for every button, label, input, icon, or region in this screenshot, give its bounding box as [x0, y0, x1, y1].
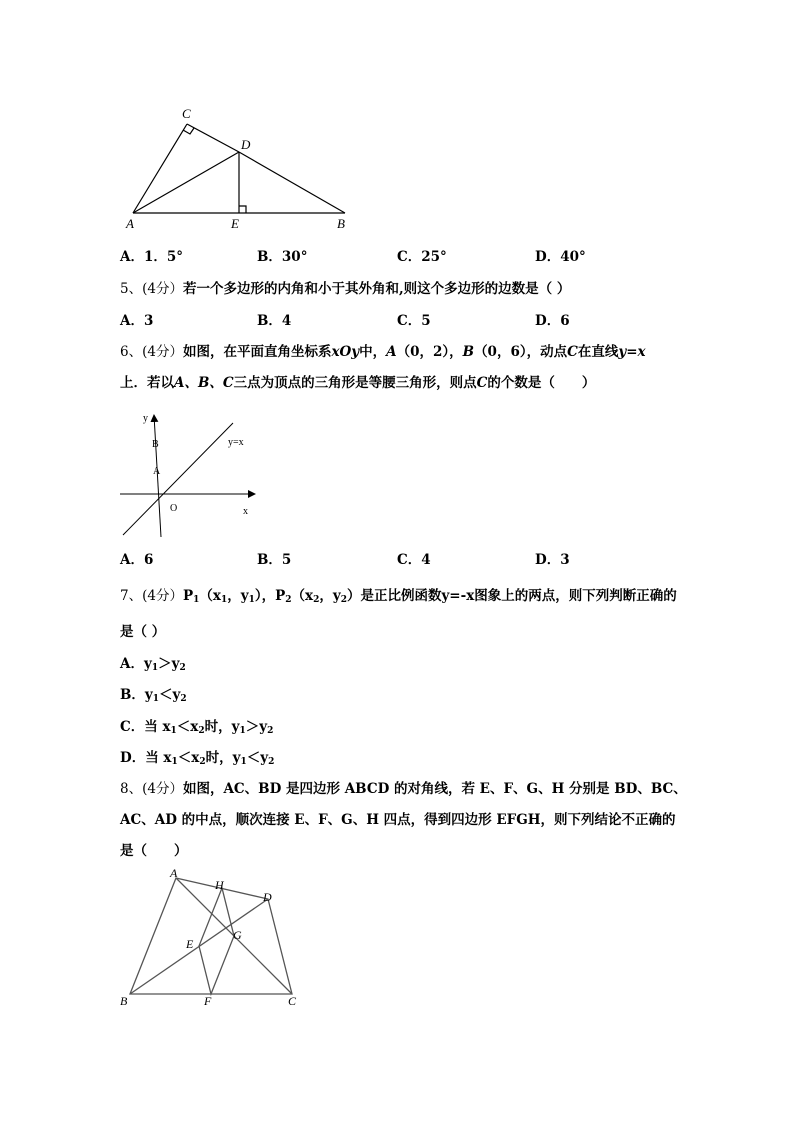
q7-p1-coord-c: ），: [254, 588, 276, 604]
q8-question-line1: [120, 780, 687, 798]
label-d: D: [263, 890, 272, 904]
q7-p2-coord-sub2: 2: [340, 595, 347, 605]
q7-opt-d-s2: 2: [268, 757, 275, 767]
segment-ac: [133, 124, 187, 213]
q8-question-line3: [120, 842, 188, 860]
q6-text-pointb: B: [462, 344, 475, 360]
q7-opt-c-mid: 时，: [204, 719, 232, 735]
label-x-axis: x: [243, 506, 248, 517]
q6-text-pointa: A: [386, 344, 397, 360]
q7-text-eq: y=-x: [441, 588, 475, 604]
q7-opt-c-v2: y: [259, 719, 268, 735]
segment-ad: [133, 152, 239, 213]
label-g: G: [233, 928, 242, 942]
q7-option-b[interactable]: [120, 686, 187, 704]
label-line-eq: y=x: [228, 437, 244, 448]
q7-opt-d-c2: x: [191, 750, 200, 766]
q5-option-b[interactable]: B．4: [257, 313, 292, 329]
q6-text-pointc: C: [567, 344, 578, 360]
q7-opt-b-label: B．: [120, 687, 145, 703]
q7-opt-c-crel: ＜: [176, 719, 191, 735]
q4-option-d[interactable]: D．40°: [535, 249, 586, 265]
q4-option-b[interactable]: B．30°: [257, 249, 308, 265]
q4-option-c[interactable]: C．25°: [397, 249, 447, 265]
label-h: H: [215, 878, 224, 892]
q8-prefix: 8、(4分）: [120, 781, 183, 797]
q8-line1: 如图，AC、BD 是四边形 ABCD 的对角线，若 E、F、G、H 分别是 BD、BC、: [182, 781, 687, 797]
q6-option-b[interactable]: B．5: [257, 552, 292, 568]
q6-question-line1: [120, 343, 646, 361]
label-b: B: [120, 994, 128, 1008]
q7-opt-d-v2: y: [260, 750, 269, 766]
q5-prefix: 5、(4分）: [120, 281, 183, 297]
q6-option-d[interactable]: D．3: [535, 552, 570, 568]
q7-p1-coord-b: ，y: [227, 588, 249, 604]
q5-option-a[interactable]: A．3: [120, 313, 154, 329]
q7-text-a: 是正比例函数: [360, 588, 442, 604]
q7-opt-c-s2: 2: [267, 726, 274, 736]
q6-text-xoy: xOy: [331, 344, 360, 360]
q7-p2-coord-a: （x: [291, 588, 314, 604]
label-e: E: [186, 937, 194, 951]
q8-question-line2: [120, 811, 676, 829]
figure-quadrilateral-abcd: [115, 865, 310, 1015]
q7-option-d[interactable]: [120, 749, 274, 767]
q7-opt-a-s1: 1: [151, 663, 159, 673]
q7-p2: P: [275, 588, 286, 604]
q7-opt-c-c1: x: [162, 719, 171, 735]
q7-opt-b-s1: 1: [152, 694, 160, 704]
right-angle-mark-e: [239, 206, 246, 213]
q7-opt-a-rel: ＞: [158, 656, 172, 672]
q8-line2: AC、AD 的中点，顺次连接 E、F、G、H 四点，得到四边形 EFGH，则下列结论不正确的: [120, 812, 676, 828]
q6-line2-b: 三点为顶点的三角形是等腰三角形，则点: [233, 375, 477, 391]
q7-opt-a-v2: y: [171, 656, 180, 672]
q7-opt-d-v1: y: [232, 750, 241, 766]
q7-opt-d-cs1: 1: [171, 757, 178, 767]
q7-option-c[interactable]: [120, 718, 273, 736]
q7-opt-a-s2: 2: [179, 663, 186, 673]
q7-opt-c-cs2: 2: [198, 726, 205, 736]
q6-question-line2: [120, 374, 595, 392]
q7-p2-coord-c: ）: [346, 588, 361, 604]
q7-opt-d-cs2: 2: [199, 757, 206, 767]
q7-opt-b-rel: ＜: [159, 687, 173, 703]
q7-p2-sub: 2: [285, 595, 292, 605]
q7-opt-a-label: A．: [120, 656, 144, 672]
q5-question: [120, 280, 570, 298]
q7-option-a[interactable]: [120, 655, 186, 673]
q7-opt-b-v2: y: [172, 687, 181, 703]
label-e: E: [231, 216, 239, 231]
label-a: A: [170, 866, 178, 880]
q6-line2-a: 上．若以: [120, 375, 174, 391]
q7-p1-coord-sub2: 1: [248, 595, 255, 605]
q5-option-c[interactable]: C．5: [397, 313, 431, 329]
q6-line2-abc: A、B、C: [174, 375, 234, 391]
segment-cd: [187, 124, 239, 152]
q7-opt-c-rel: ＞: [245, 719, 260, 735]
q7-prefix: 7、(4分）: [120, 588, 183, 604]
q7-p1: P: [182, 588, 194, 604]
quadrilateral-efgh: [199, 888, 234, 994]
q7-opt-a-v1: y: [143, 656, 152, 672]
q7-opt-d-rel: ＜: [246, 750, 261, 766]
label-a: A: [126, 216, 134, 231]
q7-line2: 是（ ）: [120, 624, 166, 640]
q7-opt-d-c1: x: [163, 750, 172, 766]
q6-text-b: 中，: [359, 344, 387, 360]
q5-text: 若一个多边形的内角和小于其外角和,则这个多边形的边数是（ ）: [182, 281, 571, 297]
q6-line2-c: 的个数是（ ）: [487, 375, 596, 391]
q7-opt-d-crel: ＜: [177, 750, 192, 766]
q7-opt-c-pre: 当: [144, 719, 163, 735]
line-y-equals-x: [123, 423, 233, 535]
q7-p1-coord-a: （x: [199, 588, 221, 604]
q7-text-b: 图象上的两点，则下列判断正确的: [474, 588, 677, 604]
q5-options: [120, 312, 680, 330]
q7-opt-c-s1: 1: [239, 726, 246, 736]
label-origin: O: [170, 503, 178, 514]
q7-opt-b-v1: y: [144, 687, 153, 703]
q4-option-a[interactable]: A．1．5°: [120, 249, 184, 265]
q7-opt-c-c2: x: [190, 719, 199, 735]
q7-opt-c-cs1: 1: [170, 726, 177, 736]
q7-p2-coord-sub1: 2: [313, 595, 320, 605]
q6-option-a[interactable]: A．6: [120, 552, 154, 568]
q4-options: [120, 248, 680, 266]
q6-prefix: 6、(4分）: [120, 344, 183, 360]
q7-opt-d-s1: 1: [240, 757, 247, 767]
q7-question-line2: [120, 623, 165, 641]
q7-opt-d-label: D．: [120, 750, 146, 766]
q7-p1-coord-sub1: 1: [220, 595, 228, 605]
q8-line3: 是（ ）: [120, 843, 188, 859]
q7-opt-c-v1: y: [231, 719, 240, 735]
q7-question-line1: [120, 587, 677, 605]
q5-option-d[interactable]: D．6: [535, 313, 570, 329]
label-d: D: [241, 137, 251, 152]
q7-opt-b-s2: 2: [180, 694, 187, 704]
label-f: F: [204, 994, 212, 1008]
label-point-b: B: [152, 439, 159, 450]
q6-text-a: 如图，在平面直角坐标系: [182, 344, 332, 360]
q7-p1-sub: 1: [193, 595, 200, 605]
label-y-axis: y: [143, 413, 148, 424]
q6-text-equation: y=x: [618, 344, 646, 360]
label-b: B: [337, 216, 345, 231]
figure-triangle-abc: [118, 100, 358, 235]
figure-coordinate-plane: [115, 405, 265, 540]
q7-p2-coord-b: ，y: [319, 588, 341, 604]
label-c: C: [182, 106, 191, 121]
q7-opt-d-mid: 时，: [205, 750, 233, 766]
segment-db: [239, 152, 345, 213]
q7-opt-c-label: C．: [120, 719, 145, 735]
q6-line2-pointc: C: [476, 375, 488, 391]
q6-options: [120, 551, 680, 569]
q6-text-d: （0，6），动点: [474, 344, 568, 360]
q7-opt-d-pre: 当: [145, 750, 164, 766]
label-c: C: [288, 994, 297, 1008]
label-point-a: A: [153, 466, 161, 477]
q6-text-c: （0，2），: [396, 344, 463, 360]
q6-option-c[interactable]: C．4: [397, 552, 431, 568]
q6-text-e: 在直线: [577, 344, 619, 360]
